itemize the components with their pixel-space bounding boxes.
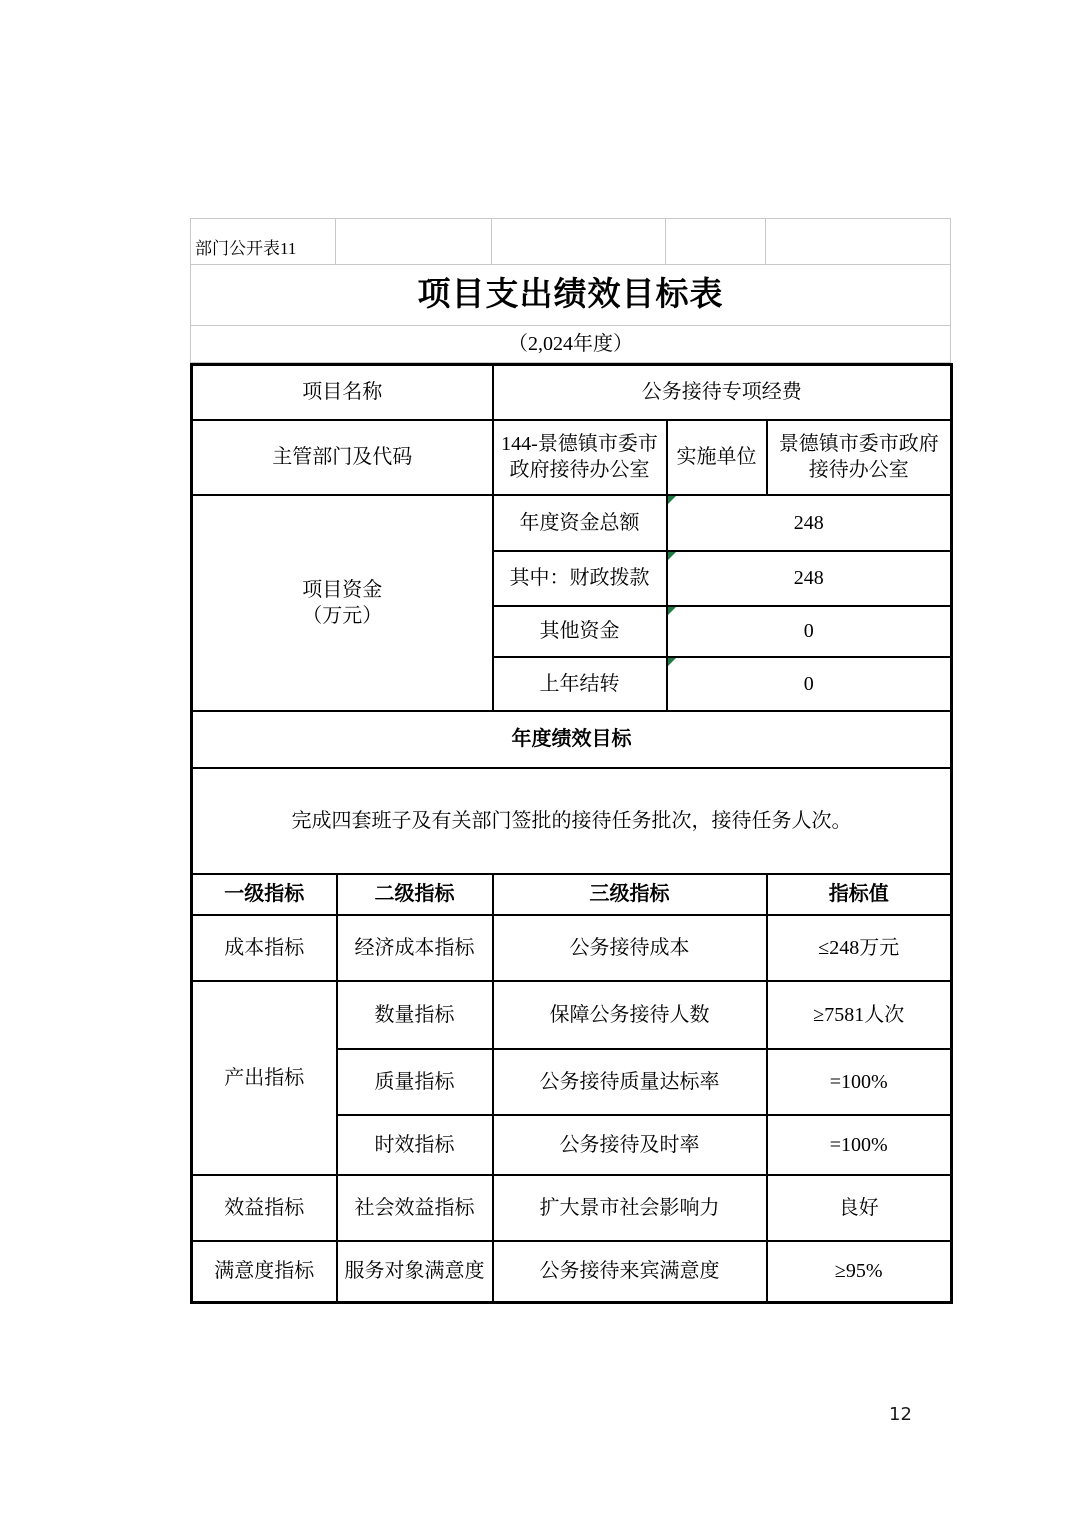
dept-code-value: 144-景德镇市委市政府接待办公室 bbox=[493, 420, 667, 495]
indicator-value: =100% bbox=[767, 1115, 952, 1175]
indicator-header-level1: 一级指标 bbox=[192, 874, 337, 915]
main-table bbox=[190, 363, 953, 1304]
funds-total-row bbox=[192, 495, 952, 551]
funds-other-label: 其他资金 bbox=[493, 606, 667, 657]
indicator-header-row bbox=[192, 874, 952, 915]
funds-total-label: 年度资金总额 bbox=[493, 495, 667, 551]
indicator-row-benefit bbox=[192, 1175, 952, 1241]
funds-carryover-label: 上年结转 bbox=[493, 657, 667, 711]
indicator-l1: 成本指标 bbox=[192, 915, 337, 981]
impl-unit-value: 景德镇市委市政府接待办公室 bbox=[767, 420, 952, 495]
project-name-label: 项目名称 bbox=[192, 365, 493, 420]
annual-goal-text: 完成四套班子及有关部门签批的接待任务批次，接待任务人次。 bbox=[192, 768, 952, 874]
page-subtitle: （2,024年度） bbox=[191, 326, 951, 363]
indicator-l1: 产出指标 bbox=[192, 981, 337, 1175]
sheet-label-row bbox=[191, 219, 951, 265]
indicator-l2: 时效指标 bbox=[337, 1115, 493, 1175]
funds-fiscal-value bbox=[667, 551, 952, 606]
indicator-l1: 效益指标 bbox=[192, 1175, 337, 1241]
funds-fiscal-label: 其中：财政拨款 bbox=[493, 551, 667, 606]
excel-flag-icon bbox=[668, 496, 677, 505]
indicator-row-cost bbox=[192, 915, 952, 981]
indicator-l3: 公务接待来宾满意度 bbox=[493, 1241, 767, 1303]
project-name-row bbox=[192, 365, 952, 420]
annual-goal-header: 年度绩效目标 bbox=[192, 711, 952, 768]
indicator-row-satisfaction bbox=[192, 1241, 952, 1303]
excel-flag-icon bbox=[668, 658, 677, 667]
indicator-header-value: 指标值 bbox=[767, 874, 952, 915]
project-name-value: 公务接待专项经费 bbox=[493, 365, 952, 420]
indicator-value: ≥95% bbox=[767, 1241, 952, 1303]
empty-cell bbox=[492, 219, 666, 265]
indicator-l3: 公务接待成本 bbox=[493, 915, 767, 981]
indicator-value: 良好 bbox=[767, 1175, 952, 1241]
indicator-l3: 保障公务接待人数 bbox=[493, 981, 767, 1049]
indicator-l2: 经济成本指标 bbox=[337, 915, 493, 981]
funds-other-value bbox=[667, 606, 952, 657]
header-block bbox=[190, 218, 951, 363]
excel-flag-icon bbox=[668, 552, 677, 561]
department-row bbox=[192, 420, 952, 495]
impl-unit-label: 实施单位 bbox=[667, 420, 767, 495]
funds-label bbox=[192, 495, 493, 711]
funds-label-line1: 项目资金 bbox=[302, 578, 383, 601]
indicator-row-quantity bbox=[192, 981, 952, 1049]
funds-label-line2: （万元） bbox=[302, 604, 383, 627]
indicator-value: =100% bbox=[767, 1049, 952, 1115]
indicator-l2: 社会效益指标 bbox=[337, 1175, 493, 1241]
performance-target-table bbox=[190, 218, 950, 1304]
empty-cell bbox=[766, 219, 951, 265]
indicator-value: ≤248万元 bbox=[767, 915, 952, 981]
indicator-l3: 公务接待及时率 bbox=[493, 1115, 767, 1175]
excel-flag-icon bbox=[668, 607, 677, 616]
indicator-l2: 服务对象满意度 bbox=[337, 1241, 493, 1303]
sheet-label: 部门公开表11 bbox=[191, 219, 336, 265]
funds-other-amount: 0 bbox=[803, 620, 814, 642]
indicator-header-level2: 二级指标 bbox=[337, 874, 493, 915]
indicator-header-level3: 三级指标 bbox=[493, 874, 767, 915]
funds-carryover-value bbox=[667, 657, 952, 711]
funds-total-value bbox=[667, 495, 952, 551]
annual-goal-text-row bbox=[192, 768, 952, 874]
dept-code-label: 主管部门及代码 bbox=[192, 420, 493, 495]
empty-cell bbox=[336, 219, 492, 265]
empty-cell bbox=[666, 219, 766, 265]
page-number: 12 bbox=[889, 1404, 912, 1425]
indicator-l2: 质量指标 bbox=[337, 1049, 493, 1115]
indicator-l3: 扩大景市社会影响力 bbox=[493, 1175, 767, 1241]
page-title: 项目支出绩效目标表 bbox=[191, 265, 951, 326]
subtitle-row bbox=[191, 326, 951, 363]
indicator-l2: 数量指标 bbox=[337, 981, 493, 1049]
indicator-l3: 公务接待质量达标率 bbox=[493, 1049, 767, 1115]
indicator-l1: 满意度指标 bbox=[192, 1241, 337, 1303]
funds-carryover-amount: 0 bbox=[803, 672, 814, 695]
funds-fiscal-amount: 248 bbox=[793, 567, 824, 589]
title-row bbox=[191, 265, 951, 326]
annual-goal-header-row bbox=[192, 711, 952, 768]
indicator-value: ≥7581人次 bbox=[767, 981, 952, 1049]
funds-total-amount: 248 bbox=[793, 511, 824, 534]
